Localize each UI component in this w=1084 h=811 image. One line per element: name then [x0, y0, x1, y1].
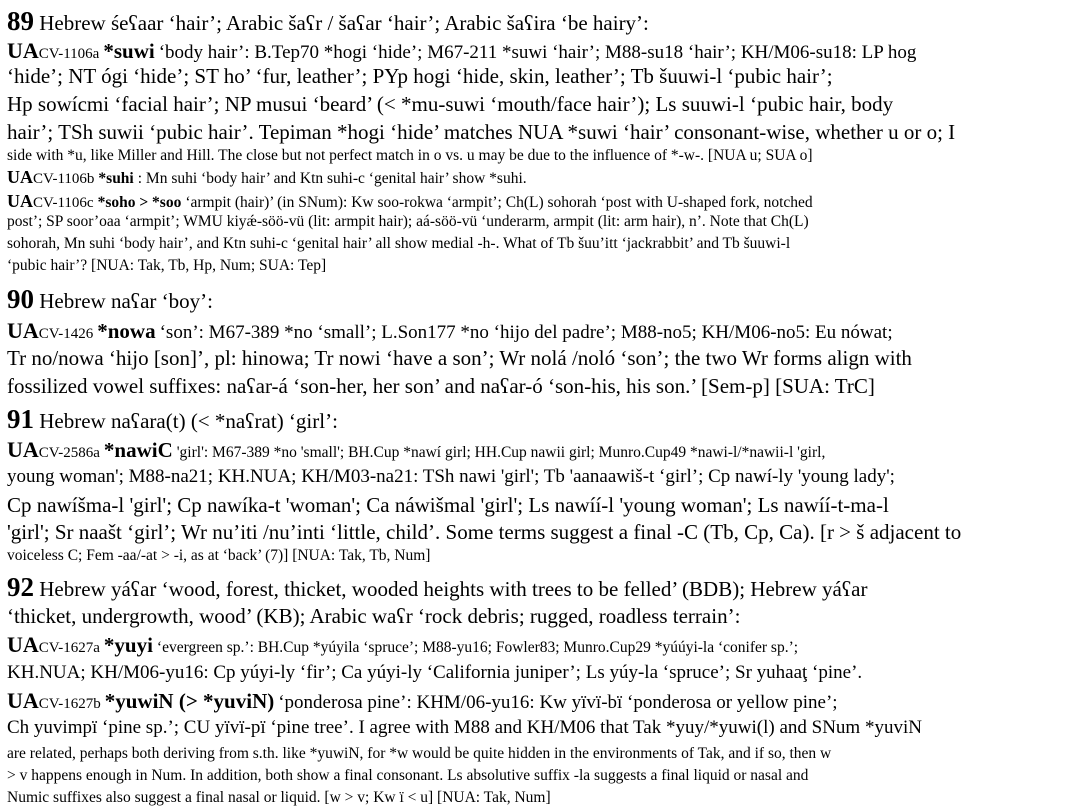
proto-form: *yuwiN (> *yuviN)	[104, 689, 275, 713]
proto-form: *nowa	[97, 319, 156, 343]
cognate-text: side with *u, like Miller and Hill. The close but not perfect match in o vs. u may be due to the influence of *-w-. [NUA u; SUA o]	[7, 147, 813, 164]
cognate-block-head: UACV-1627b *yuwiN (> *yuviN) ‘ponderosa pine’: KHM/06-yu16: Kw yïvï-bï ‘ponderosa or yellow pine’;	[7, 688, 838, 713]
proto-form: *yuyi	[103, 633, 153, 657]
cognate-block-head: UACV-1106c *soho > *soo ‘armpit (hair)’ (in SNum): Kw soo-rokwa ‘armpit’; Ch(L) sohorah ‘post with U-shaped fork, notched	[7, 191, 813, 211]
cognate-text: ‘evergreen sp.’: BH.Cup *yúyila ‘spruce’; M88-yu16; Fowler83; Munro.Cup29 *yúúyi-la ‘conifer sp.’;	[156, 639, 799, 656]
cognate-id: CV-2586a	[38, 445, 100, 461]
entry-number: 92	[7, 572, 34, 602]
cognate-text: ‘ponderosa pine’: KHM/06-yu16: Kw yïvï-bï ‘ponderosa or yellow pine’;	[278, 692, 838, 713]
entry-title: Hebrew yáʕar ‘wood, forest, thicket, wooded heights with trees to be felled’ (BDB); Hebrew yáʕar	[39, 577, 868, 601]
proto-form: *suwi	[103, 39, 155, 63]
cognate-text: ‘pubic hair’? [NUA: Tak, Tb, Hp, Num; SUA: Tep]	[7, 257, 327, 274]
cognate-block-head: UACV-1426 *nowa ‘son’: M67-389 *no ‘small’; L.Son177 *no ‘hijo del padre’; M88-no5; KH/M06-no5: Eu nówat;	[7, 318, 893, 343]
entry-91-heading	[7, 404, 338, 435]
entry-title: ‘thicket, undergrowth, wood’ (KB); Arabic waʕr ‘rock debris; rugged, roadless terrain’:	[7, 604, 741, 628]
proto-form: *suhi	[98, 170, 134, 187]
entry-89-heading	[7, 6, 649, 37]
cognate-id: CV-1106b	[33, 171, 95, 187]
cognate-text: 'girl': M67-389 *no 'small'; BH.Cup *nawí girl; HH.Cup nawii girl; Munro.Cup49 *nawi-l/*nawii-l 'girl,	[176, 444, 826, 461]
cognate-text: hair’; TSh suwii ‘pubic hair’. Tepiman *hogi ‘hide’ matches NUA *suwi ‘hair’ consonant-wise, whether u or o; I	[7, 120, 956, 144]
cognate-text: fossilized vowel suffixes: naʕar-á ‘son-her, her son’ and naʕar-ó ‘son-his, his son.’ [Sem-p] [SUA: TrC]	[7, 374, 875, 398]
cognate-block-head: UACV-1106b *suhi : Mn suhi ‘body hair’ and Ktn suhi-c ‘genital hair’ show *suhi.	[7, 167, 527, 187]
cognate-text: > v happens enough in Num. In addition, both show a final consonant. Ls absolutive suffix -la suggests a final liquid or nasal and	[7, 767, 809, 784]
cognate-text: ‘son’: M67-389 *no ‘small’; L.Son177 *no ‘hijo del padre’; M88-no5; KH/M06-no5: Eu nówat;	[159, 322, 893, 343]
cognate-text: are related, perhaps both deriving from s.th. like *yuwiN, for *w would be quite hidden in the environments of Tak, and if so, then w	[7, 745, 832, 762]
cognate-text: 'girl'; Sr naašt ‘girl’; Wr nu’iti /nu’inti ‘little, child’. Some terms suggest a final -C (Tb, Cp, Ca). [r > š adjacent to	[7, 520, 962, 544]
cognate-text: Tr no/nowa ‘hijo [son]’, pl: hinowa; Tr nowi ‘have a son’; Wr nolá /noló ‘son’; the two Wr forms align with	[7, 346, 912, 370]
cognate-id: CV-1106a	[38, 46, 100, 62]
cognate-id: CV-1426	[38, 326, 94, 342]
cognate-text: ‘hide’; NT ógi ‘hide’; ST ho’ ‘fur, leather’; PYp hogi ‘hide, skin, leather’; Tb šuuwi-l ‘pubic hair’;	[7, 64, 833, 88]
cognate-text: ‘body hair’: B.Tep70 *hogi ‘hide’; M67-211 *suwi ‘hair’; M88-su18 ‘hair’; KH/M06-su18: LP hog	[158, 42, 917, 63]
entry-number: 90	[7, 284, 34, 314]
proto-form: *soho > *soo	[97, 194, 182, 211]
entry-title: Hebrew naʕara(t) (< *naʕrat) ‘girl’:	[39, 409, 338, 433]
cognate-text: Cp nawíšma-l 'girl'; Cp nawíka-t 'woman'; Ca náwišmal 'girl'; Ls nawíí-l 'young woman'; Ls nawíí-t-ma-l	[7, 493, 889, 517]
entry-title: Hebrew naʕar ‘boy’:	[39, 289, 213, 313]
cognate-text: Numic suffixes also suggest a final nasal or liquid. [w > v; Kw ï < u] [NUA: Tak, Num]	[7, 789, 551, 806]
entry-number: 89	[7, 6, 34, 36]
cognate-text: young woman'; M88-na21; KH.NUA; KH/M03-na21: TSh nawi 'girl'; Tb 'aanaawiš-t ‘girl’; Cp nawí-ly 'young lady';	[7, 466, 895, 487]
cognate-text: ‘armpit (hair)’ (in SNum): Kw soo-rokwa ‘armpit’; Ch(L) sohorah ‘post with U-shaped fork, notched	[185, 194, 813, 211]
entry-90-heading	[7, 284, 213, 315]
cognate-text: sohorah, Mn suhi ‘body hair’, and Ktn suhi-c ‘genital hair’ all show medial -h-. What of Tb šuu’itt ‘jackrabbit’ and Tb šuuwi-l	[7, 235, 791, 252]
proto-form: *nawiC	[103, 438, 173, 462]
cognate-block-head: UACV-2586a *nawiC 'girl': M67-389 *no 'small'; BH.Cup *nawí girl; HH.Cup nawii girl; Munro.Cup49 *nawi-l/*nawii-l 'girl,	[7, 437, 826, 462]
cognate-id: CV-1627a	[38, 640, 100, 656]
cognate-text: Ch yuvimpï ‘pine sp.’; CU yïvï-pï ‘pine tree’. I agree with M88 and KH/M06 that Tak *yuy/*yuwi(l) and SNum *yuviN	[7, 717, 922, 738]
cognate-block-head: UACV-1627a *yuyi ‘evergreen sp.’: BH.Cup *yúyila ‘spruce’; M88-yu16; Fowler83; Munro.Cup29 *yúúyi-la ‘conifer sp.’;	[7, 632, 799, 657]
cognate-text: : Mn suhi ‘body hair’ and Ktn suhi-c ‘genital hair’ show *suhi.	[137, 170, 527, 187]
cognate-id: CV-1106c	[33, 195, 94, 211]
cognate-block-head: UACV-1106a *suwi ‘body hair’: B.Tep70 *hogi ‘hide’; M67-211 *suwi ‘hair’; M88-su18 ‘hair’; KH/M06-su18: LP hog	[7, 38, 917, 63]
entry-title: Hebrew śeʕaar ‘hair’; Arabic šaʕr / šaʕar ‘hair’; Arabic šaʕira ‘be hairy’:	[39, 11, 649, 35]
cognate-text: voiceless C; Fem -aa/-at > -i, as at ‘back’ (7)] [NUA: Tak, Tb, Num]	[7, 547, 431, 564]
cognate-text: Hp sowícmi ‘facial hair’; NP musui ‘beard’ (< *mu-suwi ‘mouth/face hair’); Ls suuwi-l ‘pubic hair, body	[7, 92, 894, 116]
cognate-text: post’; SP soor’oaa ‘armpit’; WMU kiyǽ-söö-vü (lit: armpit hair); aá-söö-vü ‘underarm, armpit (lit: arm hair), n’. Note that Ch(L)	[7, 213, 809, 230]
entry-92-heading	[7, 572, 867, 603]
cognate-text: KH.NUA; KH/M06-yu16: Cp yúyi-ly ‘fir’; Ca yúyi-ly ‘California juniper’; Ls yúy-la ‘spruce’; Sr yuhaaţ ‘pine’.	[7, 662, 863, 683]
cognate-id: CV-1627b	[38, 696, 101, 712]
entry-number: 91	[7, 404, 34, 434]
